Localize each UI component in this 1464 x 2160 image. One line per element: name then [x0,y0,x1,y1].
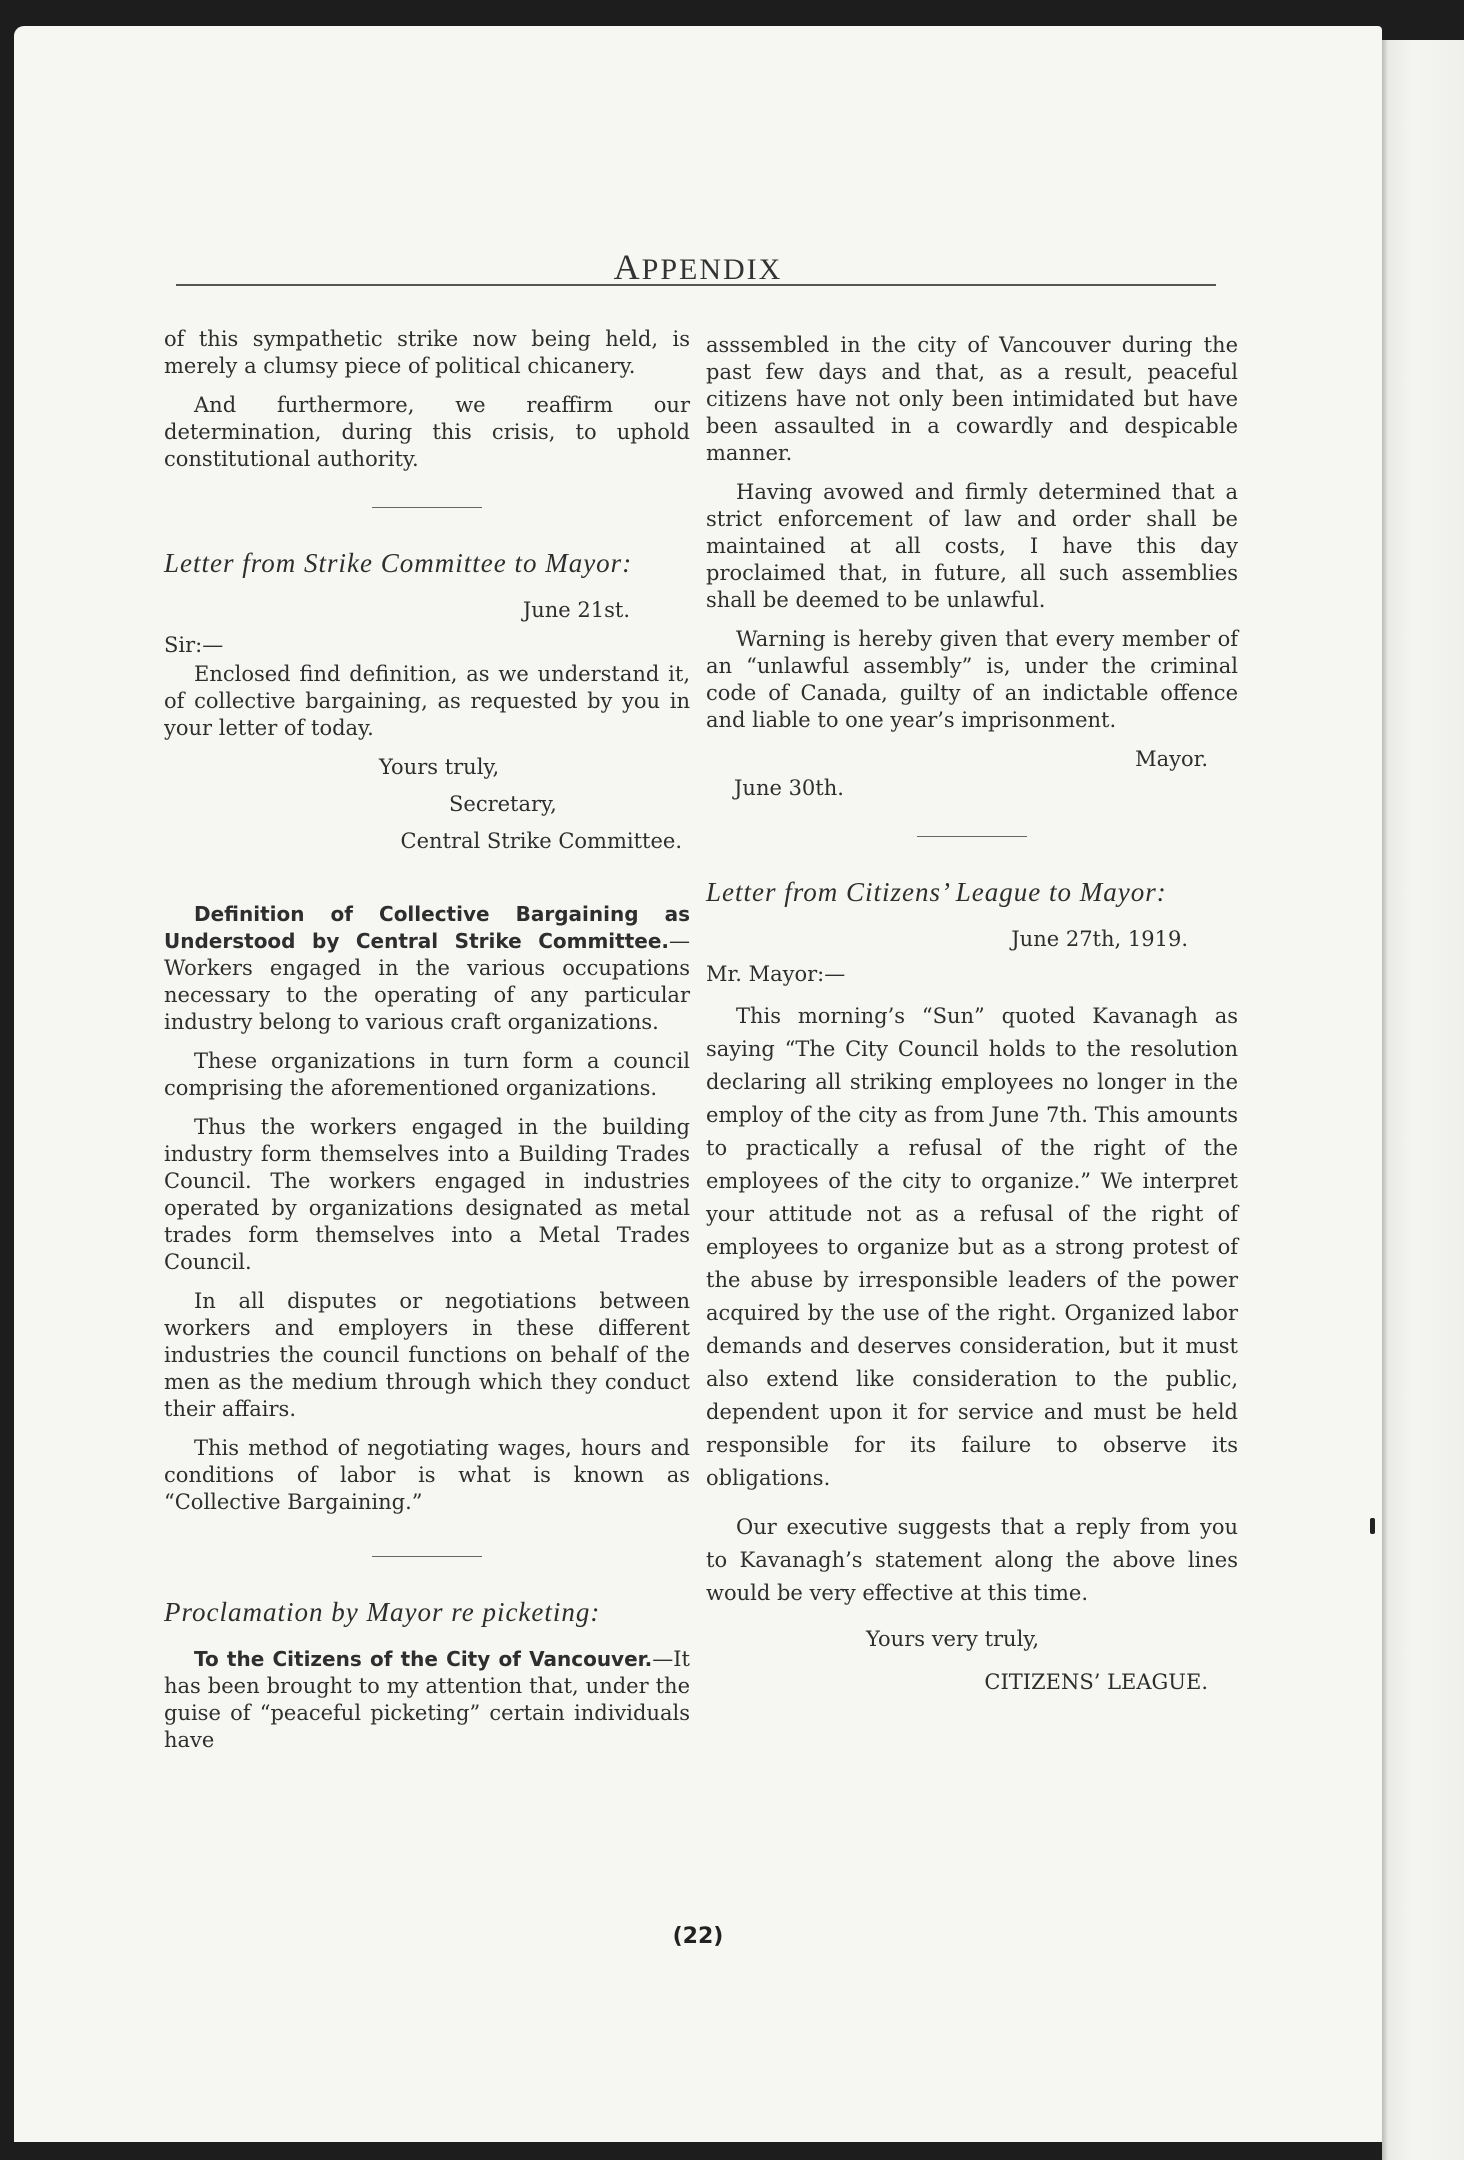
proclamation-bold-lead: To the Citizens of the City of Vancouver. [194,1647,653,1671]
citizens-league-letter-suggestion: Our executive suggests that a reply from you to Kavanagh’s statement along the above lines would be very effective at this time. [706,1515,1238,1605]
page-number: (22) [672,1924,724,1949]
citizens-league-letter-heading: Letter from Citizens’ League to Mayor: [706,877,1167,907]
strike-committee-letter-signature-title: Secretary, [449,792,557,816]
section-separator [372,507,482,508]
strike-committee-letter-body: Enclosed find definition, as we understand it, of collective bargaining, as requested by you in your letter of today. [164,662,690,740]
proclamation-signature: Mayor. [1135,747,1208,771]
section-separator [917,836,1027,837]
strike-committee-letter-closing: Yours truly, [379,755,500,779]
proclamation-paragraph [164,1646,690,1754]
left-paragraph-1: of this sympathetic strike now being held, is merely a clumsy piece of political chicanery. [164,327,690,378]
citizens-league-letter-closing: Yours very truly, [866,1627,1040,1651]
organizations-paragraph: These organizations in turn form a council comprising the aforementioned organizations. [164,1049,690,1100]
next-page-edge [1382,40,1464,2160]
proclamation-date: June 30th. [734,776,844,800]
right-paragraph-3: Warning is hereby given that every member of an “unlawful assembly” is, under the criminal code of Canada, guilty of an indictable offence and liable to one year’s imprisonment. [706,627,1238,732]
left-paragraph-2: And furthermore, we reaffirm our determination, during this crisis, to uphold constitutional authority. [164,393,690,471]
left-column [164,326,690,1766]
citizens-league-letter-signature: CITIZENS’ LEAGUE. [984,1670,1208,1694]
strike-committee-letter-heading: Letter from Strike Committee to Mayor: [164,548,633,578]
citizens-league-letter-salutation: Mr. Mayor:— [706,962,846,986]
section-separator [372,1556,482,1557]
strike-committee-letter-salutation: Sir:— [164,633,224,657]
header-rule [176,284,1216,286]
right-paragraph-1: asssembled in the city of Vancouver during the past few days and that, as a result, peaceful citizens have not only been intimidated but have been assaulted in a cowardly and despicable manner. [706,333,1238,465]
proclamation-text: —It has been brought to my attention that, under the guise of “peaceful picketing” certain individuals have [164,1647,690,1752]
book-page [14,26,1382,2142]
definition-paragraph [164,901,690,1036]
definition-text: —Workers engaged in the various occupations necessary to the operating of any particular industry belong to various craft organizations. [164,929,690,1034]
proclamation-heading: Proclamation by Mayor re picketing: [164,1597,601,1627]
page-edge-mark [1370,1518,1375,1534]
building-trades-paragraph: Thus the workers engaged in the building industry form themselves into a Building Trades Council. The workers engaged in industries operated by organizations designated as metal trades form themselves into a Metal Trades Council. [164,1115,690,1274]
strike-committee-letter-date: June 21st. [522,598,630,622]
strike-committee-letter-signature-org: Central Strike Committee. [400,829,682,853]
definition-bold-lead: Definition of Collective Bargaining as Understood by Central Strike Committee. [164,902,690,953]
disputes-paragraph: In all disputes or negotiations between workers and employers in these different industries the council functions on behalf of the men as the medium through which they conduct their affairs. [164,1289,690,1421]
right-paragraph-2: Having avowed and firmly determined that a strict enforcement of law and order shall be maintained at all costs, I have this day proclaimed that, in future, all such assemblies shall be deemed to be unlawful. [706,480,1238,612]
right-column [706,332,1238,1706]
running-head: APPENDIX [613,247,783,287]
citizens-league-letter-date: June 27th, 1919. [1011,927,1188,951]
collective-bargaining-paragraph: This method of negotiating wages, hours and conditions of labor is what is known as “Collective Bargaining.” [164,1436,690,1514]
citizens-league-letter-body: This morning’s “Sun” quoted Kavanagh as saying “The City Council holds to the resolution declaring all striking employees no longer in the employ of the city as from June 7th. This amounts to practically a refusal of the right of the employees of the city to organize.” We interpret your attitude not as a refusal of the right of employees to organize but as a strong protest of the abuse by irresponsible leaders of the power acquired by the use of the right. Organized labor demands and deserves consideration, but it must also extend like consideration to the public, dependent upon it for service and must be held responsible for its failure to observe its obligations. [706,1004,1238,1490]
